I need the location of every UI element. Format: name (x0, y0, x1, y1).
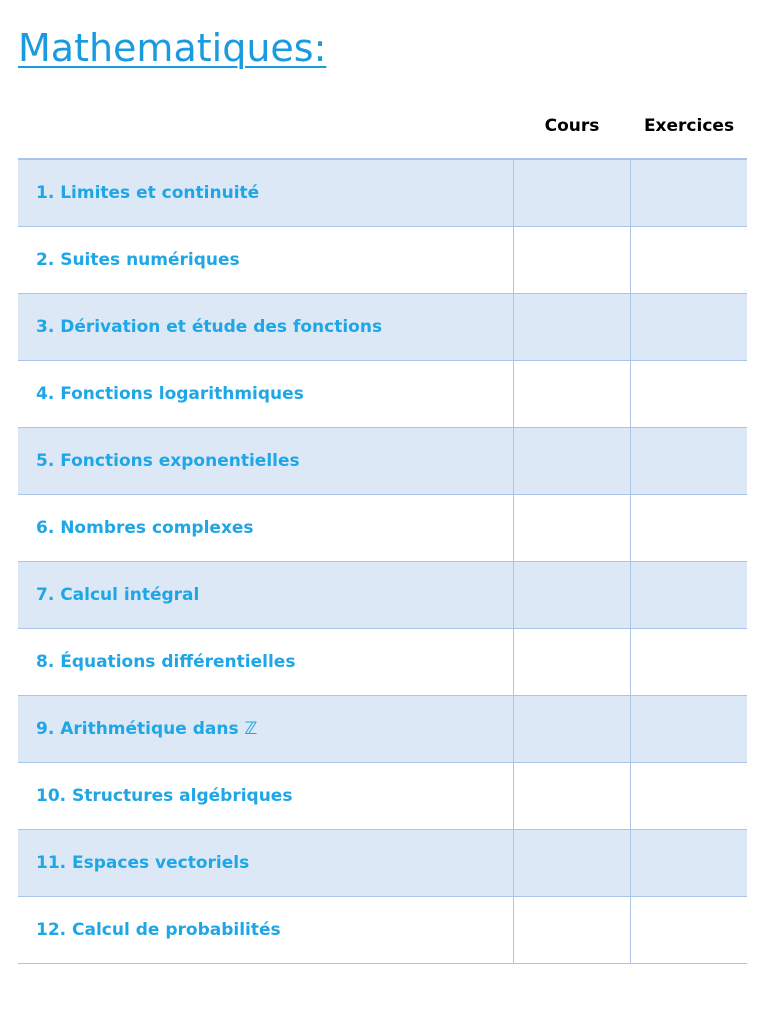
chapter-link-1[interactable]: 1. Limites et continuité (18, 159, 513, 226)
table-row (18, 226, 747, 293)
exercices-cell-3[interactable] (630, 293, 747, 360)
cours-cell-3[interactable] (513, 293, 630, 360)
cours-cell-11[interactable] (513, 829, 630, 896)
table-row (18, 360, 747, 427)
cours-cell-2[interactable] (513, 226, 630, 293)
cours-cell-12[interactable] (513, 896, 630, 963)
chapter-link-10[interactable]: 10. Structures algébriques (18, 762, 513, 829)
cours-cell-1[interactable] (513, 159, 630, 226)
exercices-cell-12[interactable] (630, 896, 747, 963)
exercices-cell-11[interactable] (630, 829, 747, 896)
cours-cell-7[interactable] (513, 561, 630, 628)
exercices-cell-6[interactable] (630, 494, 747, 561)
page-title[interactable]: Mathematiques: (18, 26, 327, 70)
chapter-link-4[interactable]: 4. Fonctions logarithmiques (18, 360, 513, 427)
cours-cell-10[interactable] (513, 762, 630, 829)
table-row (18, 896, 747, 963)
cours-cell-5[interactable] (513, 427, 630, 494)
chapters-table (18, 158, 747, 964)
table-row (18, 695, 747, 762)
exercices-cell-8[interactable] (630, 628, 747, 695)
cours-cell-9[interactable] (513, 695, 630, 762)
chapter-link-6[interactable]: 6. Nombres complexes (18, 494, 513, 561)
chapter-link-3[interactable]: 3. Dérivation et étude des fonctions (18, 293, 513, 360)
exercices-cell-10[interactable] (630, 762, 747, 829)
column-header-exercices: Exercices (643, 116, 735, 136)
chapter-link-11[interactable]: 11. Espaces vectoriels (18, 829, 513, 896)
chapter-link-9[interactable]: 9. Arithmétique dans ℤ (18, 695, 513, 762)
table-row (18, 494, 747, 561)
chapter-link-5[interactable]: 5. Fonctions exponentielles (18, 427, 513, 494)
chapter-link-2[interactable]: 2. Suites numériques (18, 226, 513, 293)
chapter-link-12[interactable]: 12. Calcul de probabilités (18, 896, 513, 963)
table-row (18, 293, 747, 360)
exercices-cell-5[interactable] (630, 427, 747, 494)
chapter-link-8[interactable]: 8. Équations différentielles (18, 628, 513, 695)
column-header-cours: Cours (544, 116, 600, 136)
exercices-cell-1[interactable] (630, 159, 747, 226)
exercices-cell-9[interactable] (630, 695, 747, 762)
table-row (18, 561, 747, 628)
table-row (18, 427, 747, 494)
table-row (18, 762, 747, 829)
exercices-cell-4[interactable] (630, 360, 747, 427)
exercices-cell-2[interactable] (630, 226, 747, 293)
exercices-cell-7[interactable] (630, 561, 747, 628)
cours-cell-4[interactable] (513, 360, 630, 427)
cours-cell-8[interactable] (513, 628, 630, 695)
table-row (18, 628, 747, 695)
cours-cell-6[interactable] (513, 494, 630, 561)
table-row (18, 829, 747, 896)
chapter-link-7[interactable]: 7. Calcul intégral (18, 561, 513, 628)
table-row (18, 159, 747, 226)
